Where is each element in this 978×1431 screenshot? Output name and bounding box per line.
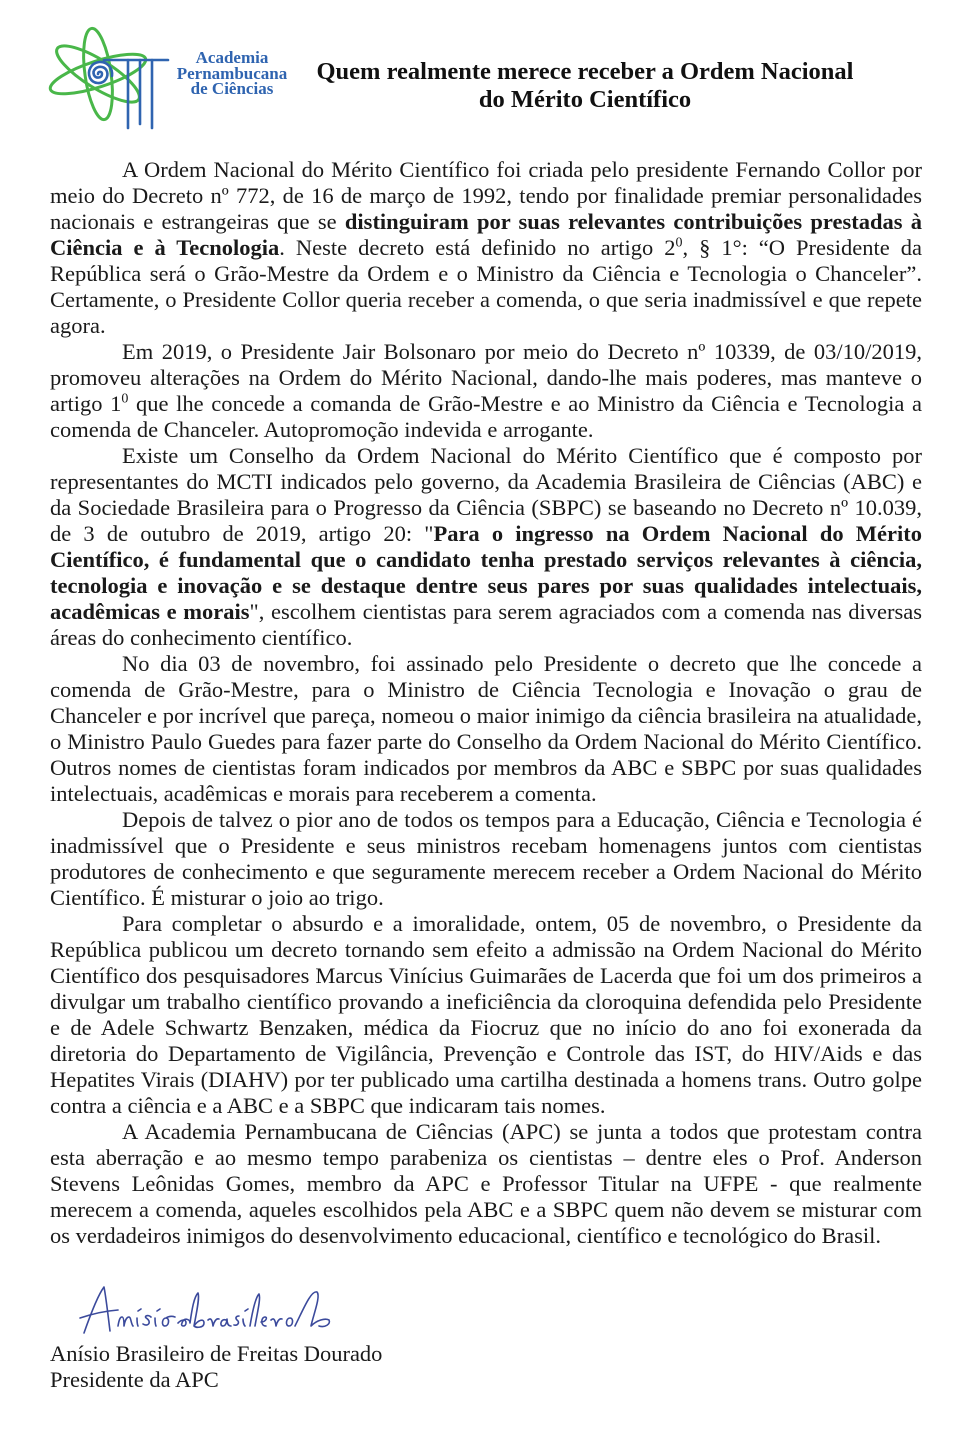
text-run: , § 1°: “O Presidente da República será o Grão-Mestre da Ordem e o Ministro da Ciência e Tecnologia o Chanceler”. Certamente, o Presidente Collor queria receber a comenda, o que seria inadmissível e que repete agora. <box>50 235 922 338</box>
signer-name: Anísio Brasileiro de Freitas Dourado <box>50 1341 383 1366</box>
text-run: Para completar o absurdo e a imoralidade, ontem, 05 de novembro, o Presidente da República publicou um decreto tornando sem efeito a admissão na Ordem Nacional do Mérito Científico dos pesquisadores Marcus Vinícius Guimarães de Lacerda que foi um dos primeiros a divulgar um trabalho científico provando a ineficiência da cloroquina defendida pelo Presidente e de Adele Schwartz Benzaken, médica da Fiocruz que no início do ano foi exonerada da diretoria do Departamento de Vigilância, Prevenção e Controle das IST, do HIV/Aids e das Hepatites Virais (DIAHV) por ter publicado uma cartilha destinada a homens trans. Outro golpe contra a ciência e a ABC e a SBPC que indicaram tais nomes. <box>50 911 922 1118</box>
text-run: Em 2019, o Presidente Jair Bolsonaro por meio do Decreto nº 10339, de 03/10/2019, promoveu alterações na Ordem do Mérito Nacional, dando-lhe mais poderes, mas manteve o artigo 1 <box>50 339 922 416</box>
logo-line-2: Pernambucana <box>176 63 288 83</box>
paragraph-1 <box>50 157 922 339</box>
title-line-1: Quem realmente merece receber a Ordem Nacional <box>316 58 854 85</box>
handwritten-signature <box>78 1279 348 1341</box>
text-run: . Neste decreto está definido no artigo 2 <box>279 235 676 260</box>
text-run: A Academia Pernambucana de Ciências (APC) se junta a todos que protestam contra esta aberração e ao mesmo tempo parabeniza os cientistas – dentre eles o Prof. Anderson Stevens Leônidas Gomes, membro da APC e Professor Titular na UFPE - que realmente merecem a comenda, aqueles escolhidos pela ABC e a SBPC quem não devem se misturar com os verdadeiros inimigos do desenvolvimento educacional, científico e tecnológico do Brasil. <box>50 1119 922 1248</box>
body-text <box>50 157 922 1249</box>
text-run: A Ordem Nacional do Mérito Científico foi criada pelo presidente Fernando Collor por meio do Decreto nº 772, de 16 de março de 1992, tendo por finalidade premiar personalidades nacionais e estrangeiras que se <box>50 157 922 234</box>
logo-wordmark <box>168 50 296 97</box>
paragraph-2 <box>50 339 922 443</box>
signer-role: Presidente da APC <box>50 1367 219 1392</box>
superscript-text: 0 <box>121 391 129 407</box>
paragraph-4 <box>50 651 922 807</box>
title-line-2: do Mérito Científico <box>478 86 692 113</box>
text-run: No dia 03 de novembro, foi assinado pelo Presidente o decreto que lhe concede a comenda de Grão-Mestre, para o Ministro de Ciência Tecnologia e Inovação o grau de Chanceler e por incrível que pareça, nomeou o maior inimigo da ciência brasileira na atualidade, o Ministro Paulo Guedes para fazer parte do Conselho da Ordem Nacional do Mérito Científico. Outros nomes de cientistas foram indicados por membros da ABC e SBPC por suas qualidades intelectuais, acadêmicas e morais para receberem a comenta. <box>50 651 922 806</box>
paragraph-7 <box>50 1119 922 1249</box>
logo-line-1: Academia <box>195 48 269 67</box>
letter-content <box>50 157 922 1393</box>
paragraph-3 <box>50 443 922 651</box>
paragraph-6 <box>50 911 922 1119</box>
text-run: ", escolhem cientistas para serem agraciados com a comenda nas diversas áreas do conhecimento científico. <box>50 599 922 650</box>
signature <box>50 1279 922 1341</box>
bold-text: distinguiram por suas relevantes contribuições prestadas à Ciência e à Tecnologia <box>50 209 922 260</box>
paragraph-5 <box>50 807 922 911</box>
logo-line-3: de Ciências <box>190 79 274 98</box>
text-run: Existe um Conselho da Ordem Nacional do Mérito Científico que é composto por representantes do MCTI indicados pelo governo, da Academia Brasileira de Ciências (ABC) e da Sociedade Brasileira para o Progresso da Ciência (SBPC) se baseando no Decreto nº 10.039, de 3 de outubro de 2019, artigo 20: " <box>50 443 922 546</box>
text-run: Depois de talvez o pior ano de todos os tempos para a Educação, Ciência e Tecnologia é inadmissível que o Presidente e seus ministros recebam homenagens juntos com cientistas produtores de conhecimento e que seguramente merecem receber a Ordem Nacional do Mérito Científico. É misturar o joio ao trigo. <box>50 807 922 910</box>
page-title <box>300 58 870 114</box>
superscript-text: 0 <box>675 235 683 251</box>
apc-logo <box>44 24 184 136</box>
text-run: que lhe concede a comanda de Grão-Mestre e ao Ministro da Ciência e Tecnologia a comenda de Chanceler. Autopromoção indevida e arrogante. <box>50 391 923 442</box>
bold-text: Para o ingresso na Ordem Nacional do Mérito Científico, é fundamental que o candidato tenha prestado serviços relevantes à ciência, tecnologia e inovação e se destaque dentre seus pares por suas qualidades intelectuais, acadêmicas e morais <box>50 521 923 624</box>
spiral-icon <box>89 62 112 83</box>
